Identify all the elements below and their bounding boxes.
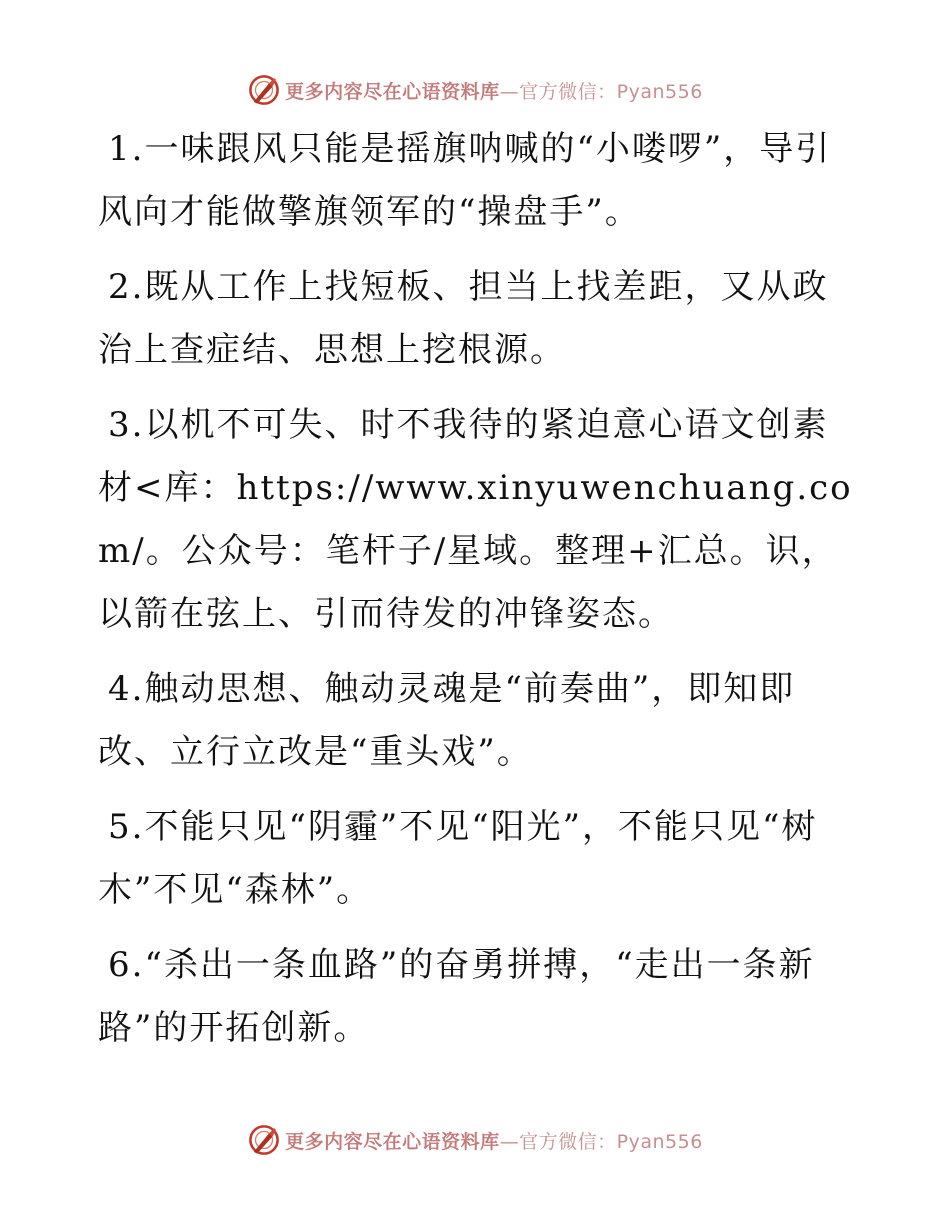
logo-icon: [247, 1123, 281, 1157]
header-banner-suffix: —官方微信：Pyan556: [499, 80, 703, 103]
footer-banner-prefix: 更多内容尽在心语资料库: [285, 1130, 500, 1153]
header-banner: [0, 70, 950, 110]
footer-banner-suffix: —官方微信：Pyan556: [499, 1130, 703, 1153]
document-body: [98, 118, 858, 1072]
list-item: 3.以机不可失、时不我待的紧迫意心语文创素材<库：https://www.xinyuwenchuang.com/。公众号：笔杆子/星域。整理+汇总。识，以箭在弦上、引而待发的冲锋姿态。: [98, 405, 853, 634]
list-item: 2.既从工作上找短板、担当上找差距，又从政治上查症结、思想上挖根源。: [98, 267, 829, 370]
list-item: 6.“杀出一条血路”的奋勇拼搏，“走出一条新路”的开拓创新。: [98, 945, 815, 1048]
list-item: 1.一味跟风只能是摇旗呐喊的“小喽啰”，导引风向才能做擎旗领军的“操盘手”。: [98, 129, 832, 232]
logo-icon: [247, 73, 281, 107]
footer-banner: [0, 1120, 950, 1160]
footer-banner-inner: [247, 1123, 703, 1157]
header-banner-prefix: 更多内容尽在心语资料库: [285, 80, 500, 103]
header-banner-inner: [247, 73, 703, 107]
header-banner-text: [285, 77, 703, 104]
footer-banner-text: [285, 1127, 703, 1154]
list-item: 5.不能只见“阴霾”不见“阳光”，不能只见“树木”不见“森林”。: [98, 807, 818, 910]
list-item: 4.触动思想、触动灵魂是“前奏曲”，即知即改、立行立改是“重头戏”。: [98, 669, 796, 772]
